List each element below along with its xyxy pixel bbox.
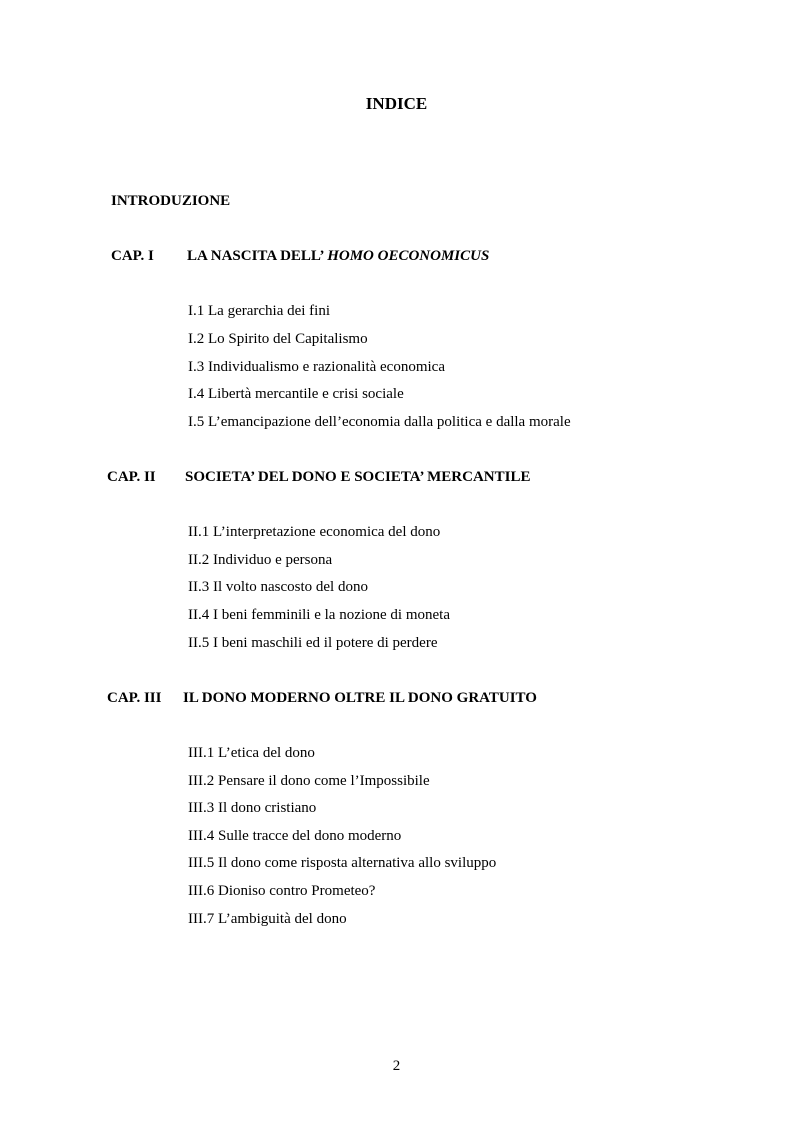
chapter-1-title-plain: LA NASCITA DELL’ xyxy=(187,248,324,264)
section-III-2: III.2 Pensare il dono come l’Impossibile xyxy=(188,773,430,789)
section-II-4: II.4 I beni femminili e la nozione di moneta xyxy=(188,607,451,623)
section-II-1: II.1 L’interpretazione economica del dono xyxy=(188,524,441,540)
section-I-3: I.3 Individualismo e razionalità economica xyxy=(188,359,445,375)
section-III-7: III.7 L’ambiguità del dono xyxy=(188,911,347,927)
section-III-3: III.3 Il dono cristiano xyxy=(188,800,317,816)
section-II-2: II.2 Individuo e persona xyxy=(188,552,333,568)
section-III-4: III.4 Sulle tracce del dono moderno xyxy=(188,828,402,844)
chapter-2-label: CAP. II xyxy=(107,469,156,485)
chapter-1-title xyxy=(187,247,489,265)
section-II-5: II.5 I beni maschili ed il potere di perdere xyxy=(188,635,438,651)
introduction-entry: INTRODUZIONE xyxy=(111,193,231,209)
section-III-5: III.5 Il dono come risposta alternativa allo sviluppo xyxy=(188,855,497,871)
section-III-6: III.6 Dioniso contro Prometeo? xyxy=(188,883,376,899)
section-I-1: I.1 La gerarchia dei fini xyxy=(188,303,331,319)
section-III-1: III.1 L’etica del dono xyxy=(188,745,315,761)
section-II-3: II.3 Il volto nascosto del dono xyxy=(188,579,368,595)
page-title: INDICE xyxy=(365,94,428,113)
chapter-2-title: SOCIETA’ DEL DONO E SOCIETA’ MERCANTILE xyxy=(185,469,531,485)
section-I-4: I.4 Libertà mercantile e crisi sociale xyxy=(188,386,404,402)
page-number: 2 xyxy=(392,1058,401,1074)
section-I-2: I.2 Lo Spirito del Capitalismo xyxy=(188,331,368,347)
chapter-3-title: IL DONO MODERNO OLTRE IL DONO GRATUITO xyxy=(183,690,537,706)
chapter-1-title-italic: HOMO OECONOMICUS xyxy=(327,248,490,264)
chapter-1-label: CAP. I xyxy=(111,248,154,264)
section-I-5: I.5 L’emancipazione dell’economia dalla politica e dalla morale xyxy=(188,414,571,430)
chapter-3-label: CAP. III xyxy=(107,690,162,706)
